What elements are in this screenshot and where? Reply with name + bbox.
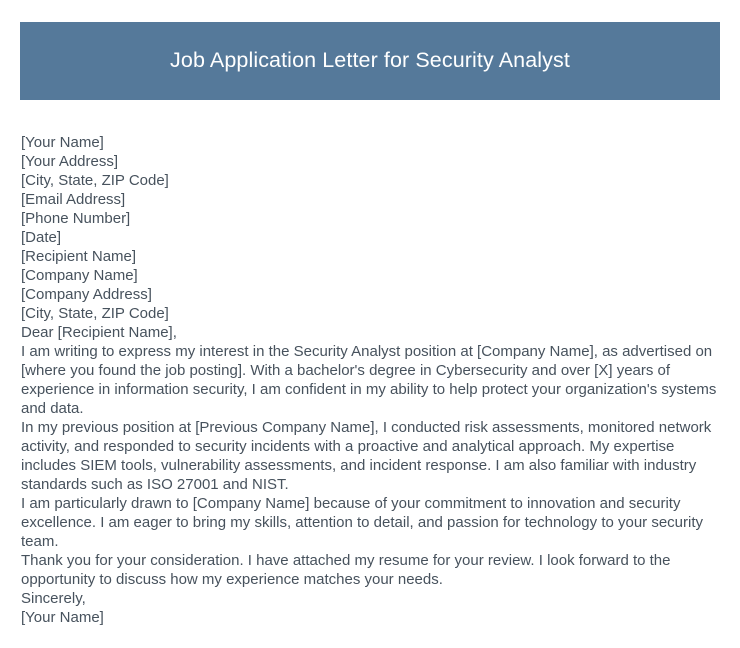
signature: [Your Name] — [21, 609, 104, 626]
recipient-line-address: [Company Address] — [21, 286, 152, 303]
body-paragraph-1: I am writing to express my interest in the Security Analyst position at [Company Name], as advertised on [where you found the job posting]. With a bachelor's degree in Cybersecurity and over [X] years of experience in information security, I am confident in my ability to help protect your organization's systems and data. — [21, 343, 717, 417]
body-paragraph-4: Thank you for your consideration. I have attached my resume for your review. I look forward to the opportunity to discuss how my experience matches your needs. — [21, 552, 671, 588]
sender-line-phone: [Phone Number] — [21, 210, 131, 227]
recipient-line-name: [Recipient Name] — [21, 248, 137, 265]
letter-body — [21, 133, 721, 627]
recipient-address-block — [21, 247, 721, 323]
page-title: Job Application Letter for Security Analyst — [170, 48, 570, 73]
recipient-line-city: [City, State, ZIP Code] — [21, 305, 169, 322]
sender-line-address: [Your Address] — [21, 153, 119, 170]
recipient-line-company: [Company Name] — [21, 267, 138, 284]
sender-line-email: [Email Address] — [21, 191, 126, 208]
sender-line-name: [Your Name] — [21, 134, 104, 151]
sender-address-block — [21, 133, 721, 247]
document-header-banner — [20, 22, 720, 100]
salutation: Dear [Recipient Name], — [21, 324, 177, 341]
sender-line-date: [Date] — [21, 229, 62, 246]
body-paragraph-2: In my previous position at [Previous Company Name], I conducted risk assessments, monitored network activity, and responded to security incidents with a proactive and analytical approach. My expertise includes SIEM tools, vulnerability assessments, and incident response. I am also familiar with industry standards such as ISO 27001 and NIST. — [21, 419, 712, 493]
sender-line-city: [City, State, ZIP Code] — [21, 172, 169, 189]
closing: Sincerely, — [21, 590, 86, 607]
body-paragraph-3: I am particularly drawn to [Company Name] because of your commitment to innovation and security excellence. I am eager to bring my skills, attention to detail, and passion for technology to your security team. — [21, 495, 704, 550]
